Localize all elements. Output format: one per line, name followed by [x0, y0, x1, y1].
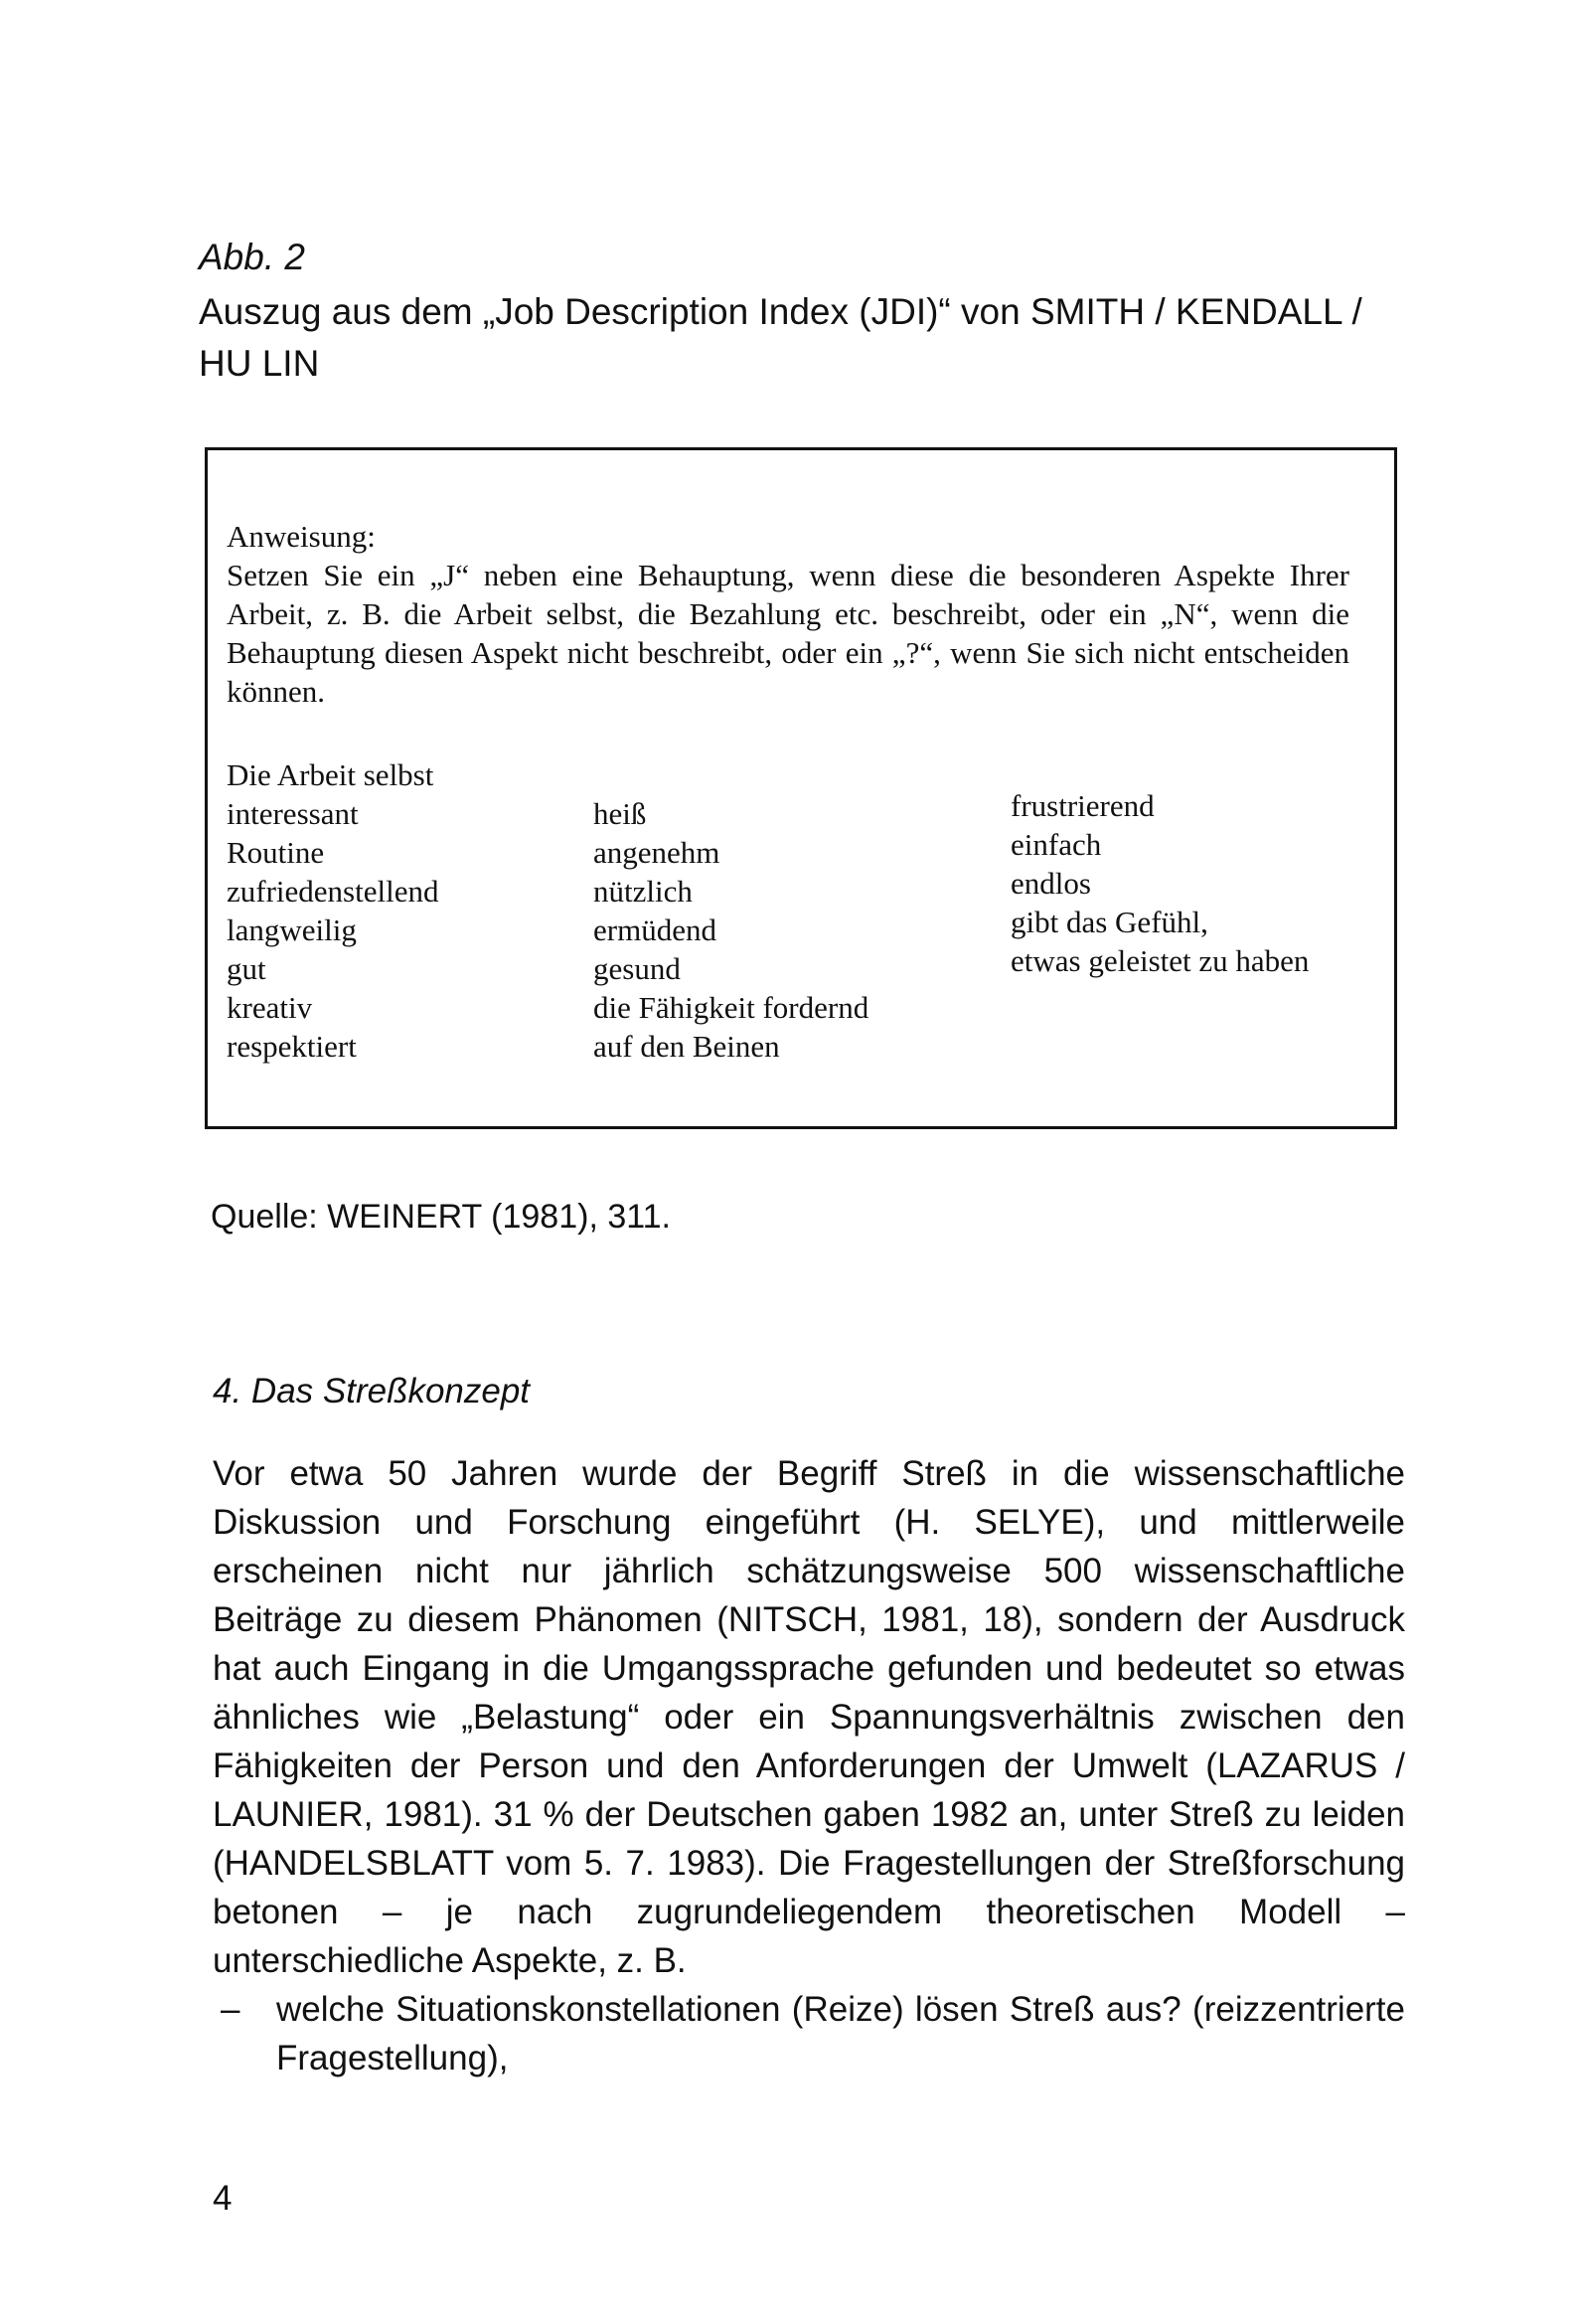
- list-item: Routine: [227, 835, 325, 870]
- list-item: gut: [227, 951, 266, 986]
- source-citation: Quelle: WEINERT (1981), 311.: [211, 1198, 671, 1236]
- list-item: kreativ: [227, 990, 313, 1025]
- list-item: nützlich: [593, 874, 693, 909]
- bullet-item: [213, 1985, 1405, 2082]
- instruction-text: Setzen Sie ein „J“ neben eine Behauptung, wenn diese die besonderen Aspekte Ihrer Arbeit, z. B. die Arbeit selbst, die Bezahlung etc. beschreibt, oder ein „N“, wenn die Behauptung diesen Aspekt nicht beschreibt, oder ein „?“, wenn Sie sich nicht entscheiden können.: [227, 558, 1349, 709]
- list-item: gesund: [593, 951, 681, 986]
- list-item: endlos: [1011, 866, 1091, 901]
- list-item: etwas geleistet zu haben: [1011, 943, 1310, 978]
- item-column-3: [1011, 786, 1309, 980]
- list-item: interessant: [227, 796, 359, 831]
- list-item: frustrierend: [1011, 788, 1155, 823]
- list-item: angenehm: [593, 835, 720, 870]
- list-item: ermüdend: [593, 913, 716, 947]
- list-item: heiß: [593, 796, 647, 831]
- bullet-text: welche Situationskonstellationen (Reize) lösen Streß aus? (reizzentrierte Fragestellung),: [276, 1990, 1405, 2077]
- page-number: 4: [213, 2179, 233, 2218]
- figure-title: Auszug aus dem „Job Description Index (JDI)“ von SMITH / KENDALL / HU LIN: [199, 291, 1362, 384]
- instruction-block: [227, 517, 1349, 711]
- list-item: gibt das Gefühl,: [1011, 905, 1208, 939]
- list-item: respektiert: [227, 1029, 357, 1064]
- bullet-dash: –: [221, 1990, 240, 2029]
- list-item: die Fähigkeit fordernd: [593, 990, 869, 1025]
- paragraph: Vor etwa 50 Jahren wurde der Begriff Streß in die wissenschaftliche Diskussion und Forschung eingeführt (H. SELYE), und mittlerweile erscheinen nicht nur jährlich schätzungsweise 500 wissenschaftliche Beiträge zu diesem Phänomen (NITSCH, 1981, 18), sondern der Ausdruck hat auch Eingang in die Umgangssprache gefunden und bedeutet so etwas ähnliches wie „Belastung“ oder ein Spannungsverhältnis zwischen den Fähigkeiten der Person und den Anforderungen der Umwelt (LAZARUS / LAUNIER, 1981). 31 % der Deutschen gaben 1982 an, unter Streß zu leiden (HANDELSBLATT vom 5. 7. 1983). Die Fragestellungen der Streßforschung betonen – je nach zugrundeliegendem theoretischen Modell – unterschiedliche Aspekte, z. B.: [213, 1454, 1405, 1980]
- list-item: auf den Beinen: [593, 1029, 780, 1064]
- list-item: langweilig: [227, 913, 357, 947]
- instruction-label: Anweisung:: [227, 519, 376, 554]
- list-item: Die Arbeit selbst: [227, 757, 434, 792]
- list-item: einfach: [1011, 827, 1102, 862]
- item-column-2: [593, 794, 868, 1066]
- figure-label: Abb. 2: [199, 237, 305, 277]
- list-item: zufriedenstellend: [227, 874, 439, 909]
- body-text: [213, 1449, 1405, 2082]
- section-heading: 4. Das Streßkonzept: [213, 1372, 531, 1411]
- item-column-1: [227, 755, 438, 1066]
